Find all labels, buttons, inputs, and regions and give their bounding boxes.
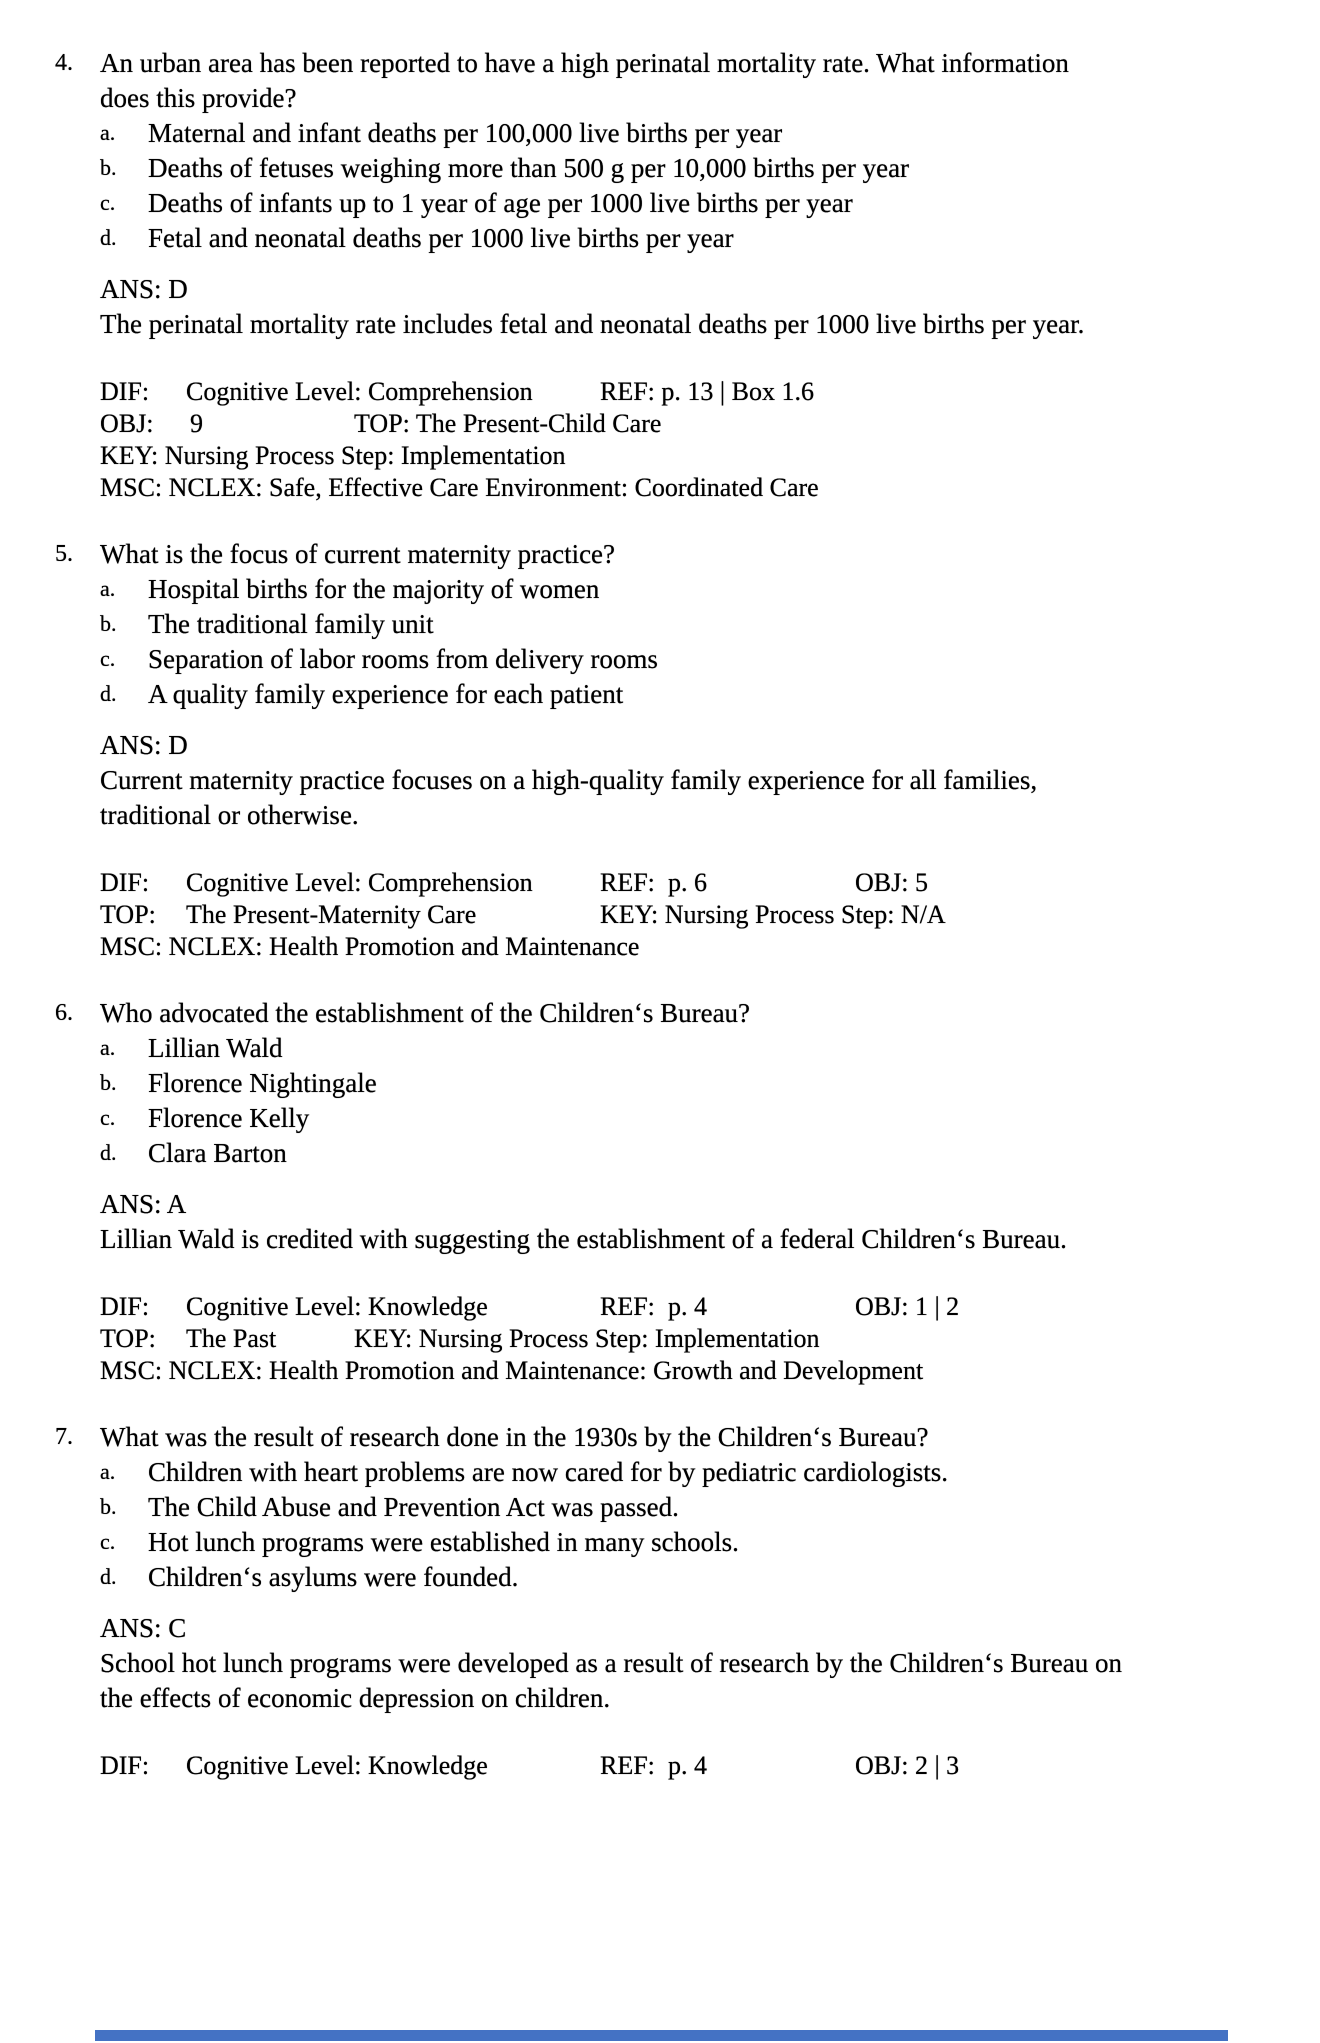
option-text: Florence Nightingale	[148, 1068, 377, 1098]
meta-segment: REF:	[600, 868, 655, 897]
meta-segment: p. 4	[668, 1292, 707, 1321]
rationale-line: the effects of economic depression on children.	[100, 1683, 611, 1713]
option-text: Hospital births for the majority of women	[148, 574, 600, 604]
question-7	[55, 1420, 1265, 1782]
option-letter: d.	[100, 1140, 117, 1165]
option-text: The Child Abuse and Prevention Act was passed.	[148, 1492, 679, 1522]
question-metadata	[100, 1291, 1265, 1387]
question-text-line: Who advocated the establishment of the Children‘s Bureau?	[100, 998, 751, 1028]
question-metadata	[100, 1750, 1265, 1782]
question-body	[100, 1420, 1265, 1782]
rationale-line: Current maternity practice focuses on a high-quality family experience for all families,	[100, 765, 1038, 795]
meta-segment: OBJ: 2 | 3	[855, 1751, 960, 1780]
question-6	[55, 996, 1265, 1387]
question-text-line: What is the focus of current maternity practice?	[100, 539, 616, 569]
option-row	[100, 116, 1265, 151]
question-block-4	[55, 46, 1265, 504]
meta-segment: p. 4	[668, 1751, 707, 1780]
question-number: 6.	[55, 1000, 73, 1026]
meta-line	[100, 472, 1265, 504]
question-number: 4.	[55, 50, 73, 76]
meta-segment: Cognitive Level: Knowledge	[186, 1292, 488, 1321]
option-text: Children‘s asylums were founded.	[148, 1562, 519, 1592]
meta-segment: 9	[190, 409, 203, 438]
question-metadata	[100, 867, 1265, 963]
option-letter: a.	[100, 120, 116, 145]
meta-line	[100, 867, 1265, 899]
meta-line	[100, 931, 1265, 963]
question-text-line: does this provide?	[100, 83, 297, 113]
question-body	[100, 46, 1265, 504]
meta-segment: REF:	[600, 1751, 655, 1780]
meta-line	[100, 408, 1265, 440]
meta-segment: OBJ:	[100, 409, 154, 438]
option-row	[100, 572, 1265, 607]
option-row	[100, 151, 1265, 186]
meta-segment: REF: p. 13 | Box 1.6	[600, 377, 814, 406]
rationale-line: traditional or otherwise.	[100, 800, 359, 830]
option-row	[100, 677, 1265, 712]
meta-segment: Cognitive Level: Comprehension	[186, 868, 533, 897]
option-letter: b.	[100, 1070, 117, 1095]
option-text: Fetal and neonatal deaths per 1000 live births per year	[148, 223, 734, 253]
question-number: 5.	[55, 541, 73, 567]
question-5	[55, 537, 1265, 963]
option-row	[100, 1066, 1265, 1101]
meta-segment: OBJ: 1 | 2	[855, 1292, 960, 1321]
meta-line	[100, 1355, 1265, 1387]
meta-segment: DIF:	[100, 1292, 150, 1321]
option-text: Clara Barton	[148, 1138, 287, 1168]
option-text: Deaths of fetuses weighing more than 500 g per 10,000 births per year	[148, 153, 910, 183]
option-letter: c.	[100, 1529, 116, 1554]
option-row	[100, 1490, 1265, 1525]
meta-line	[100, 440, 1265, 472]
meta-segment: Cognitive Level: Knowledge	[186, 1751, 488, 1780]
meta-segment: Cognitive Level: Comprehension	[186, 377, 533, 406]
answer-line: ANS: D	[100, 730, 188, 760]
option-letter: d.	[100, 1564, 117, 1589]
option-row	[100, 1101, 1265, 1136]
option-letter: d.	[100, 225, 117, 250]
question-metadata	[100, 376, 1265, 504]
meta-segment: DIF:	[100, 868, 150, 897]
answer-line: ANS: A	[100, 1189, 187, 1219]
option-text: A quality family experience for each patient	[148, 679, 624, 709]
meta-segment: p. 6	[668, 868, 707, 897]
option-row	[100, 1525, 1265, 1560]
option-letter: a.	[100, 1459, 116, 1484]
meta-segment: TOP:	[100, 900, 156, 929]
option-row	[100, 1031, 1265, 1066]
option-text: Deaths of infants up to 1 year of age per 1000 live births per year	[148, 188, 853, 218]
option-letter: b.	[100, 1494, 117, 1519]
meta-segment: MSC: NCLEX: Health Promotion and Maintenance: Growth and Development	[100, 1356, 924, 1385]
option-letter: c.	[100, 1105, 116, 1130]
question-block-5	[55, 537, 1265, 963]
rationale-line: School hot lunch programs were developed as a result of research by the Children‘s Bureau on	[100, 1648, 1122, 1678]
question-block-6	[55, 996, 1265, 1387]
answer-line: ANS: C	[100, 1613, 187, 1643]
option-text: Florence Kelly	[148, 1103, 310, 1133]
question-number: 7.	[55, 1424, 73, 1450]
option-row	[100, 607, 1265, 642]
option-text: Hot lunch programs were established in many schools.	[148, 1527, 739, 1557]
option-letter: c.	[100, 646, 116, 671]
question-4	[55, 46, 1265, 504]
option-row	[100, 642, 1265, 677]
option-letter: b.	[100, 611, 117, 636]
meta-segment: The Past	[186, 1324, 277, 1353]
meta-line	[100, 376, 1265, 408]
meta-segment: MSC: NCLEX: Health Promotion and Maintenance	[100, 932, 640, 961]
option-text: Children with heart problems are now cared for by pediatric cardiologists.	[148, 1457, 948, 1487]
option-letter: d.	[100, 681, 117, 706]
option-row	[100, 186, 1265, 221]
meta-line	[100, 899, 1265, 931]
option-row	[100, 221, 1265, 256]
rationale-line: Lillian Wald is credited with suggesting the establishment of a federal Children‘s Bureau.	[100, 1224, 1067, 1254]
answer-line: ANS: D	[100, 274, 188, 304]
page-bottom-bar	[95, 2030, 1228, 2041]
option-row	[100, 1560, 1265, 1595]
option-text: Lillian Wald	[148, 1033, 283, 1063]
option-letter: c.	[100, 190, 116, 215]
meta-segment: DIF:	[100, 1751, 150, 1780]
meta-segment: KEY: Nursing Process Step: N/A	[600, 900, 946, 929]
question-body	[100, 996, 1265, 1387]
meta-segment: OBJ: 5	[855, 868, 928, 897]
meta-segment: The Present-Maternity Care	[186, 900, 477, 929]
meta-segment: TOP:	[100, 1324, 156, 1353]
rationale-line: The perinatal mortality rate includes fetal and neonatal deaths per 1000 live births per year.	[100, 309, 1085, 339]
option-text: The traditional family unit	[148, 609, 434, 639]
question-block-7	[55, 1420, 1265, 1782]
option-text: Separation of labor rooms from delivery rooms	[148, 644, 658, 674]
meta-segment: TOP: The Present-Child Care	[354, 409, 662, 438]
meta-line	[100, 1291, 1265, 1323]
question-text-line: What was the result of research done in the 1930s by the Children‘s Bureau?	[100, 1422, 929, 1452]
meta-segment: KEY: Nursing Process Step: Implementation	[100, 441, 566, 470]
meta-line	[100, 1323, 1265, 1355]
option-text: Maternal and infant deaths per 100,000 live births per year	[148, 118, 783, 148]
option-letter: b.	[100, 155, 117, 180]
option-letter: a.	[100, 1035, 116, 1060]
option-letter: a.	[100, 576, 116, 601]
meta-segment: REF:	[600, 1292, 655, 1321]
option-row	[100, 1136, 1265, 1171]
meta-segment: KEY: Nursing Process Step: Implementation	[354, 1324, 820, 1353]
question-body	[100, 537, 1265, 963]
meta-segment: MSC: NCLEX: Safe, Effective Care Environment: Coordinated Care	[100, 473, 819, 502]
option-row	[100, 1455, 1265, 1490]
meta-segment: DIF:	[100, 377, 150, 406]
question-text-line: An urban area has been reported to have a high perinatal mortality rate. What information	[100, 48, 1069, 78]
meta-line	[100, 1750, 1265, 1782]
